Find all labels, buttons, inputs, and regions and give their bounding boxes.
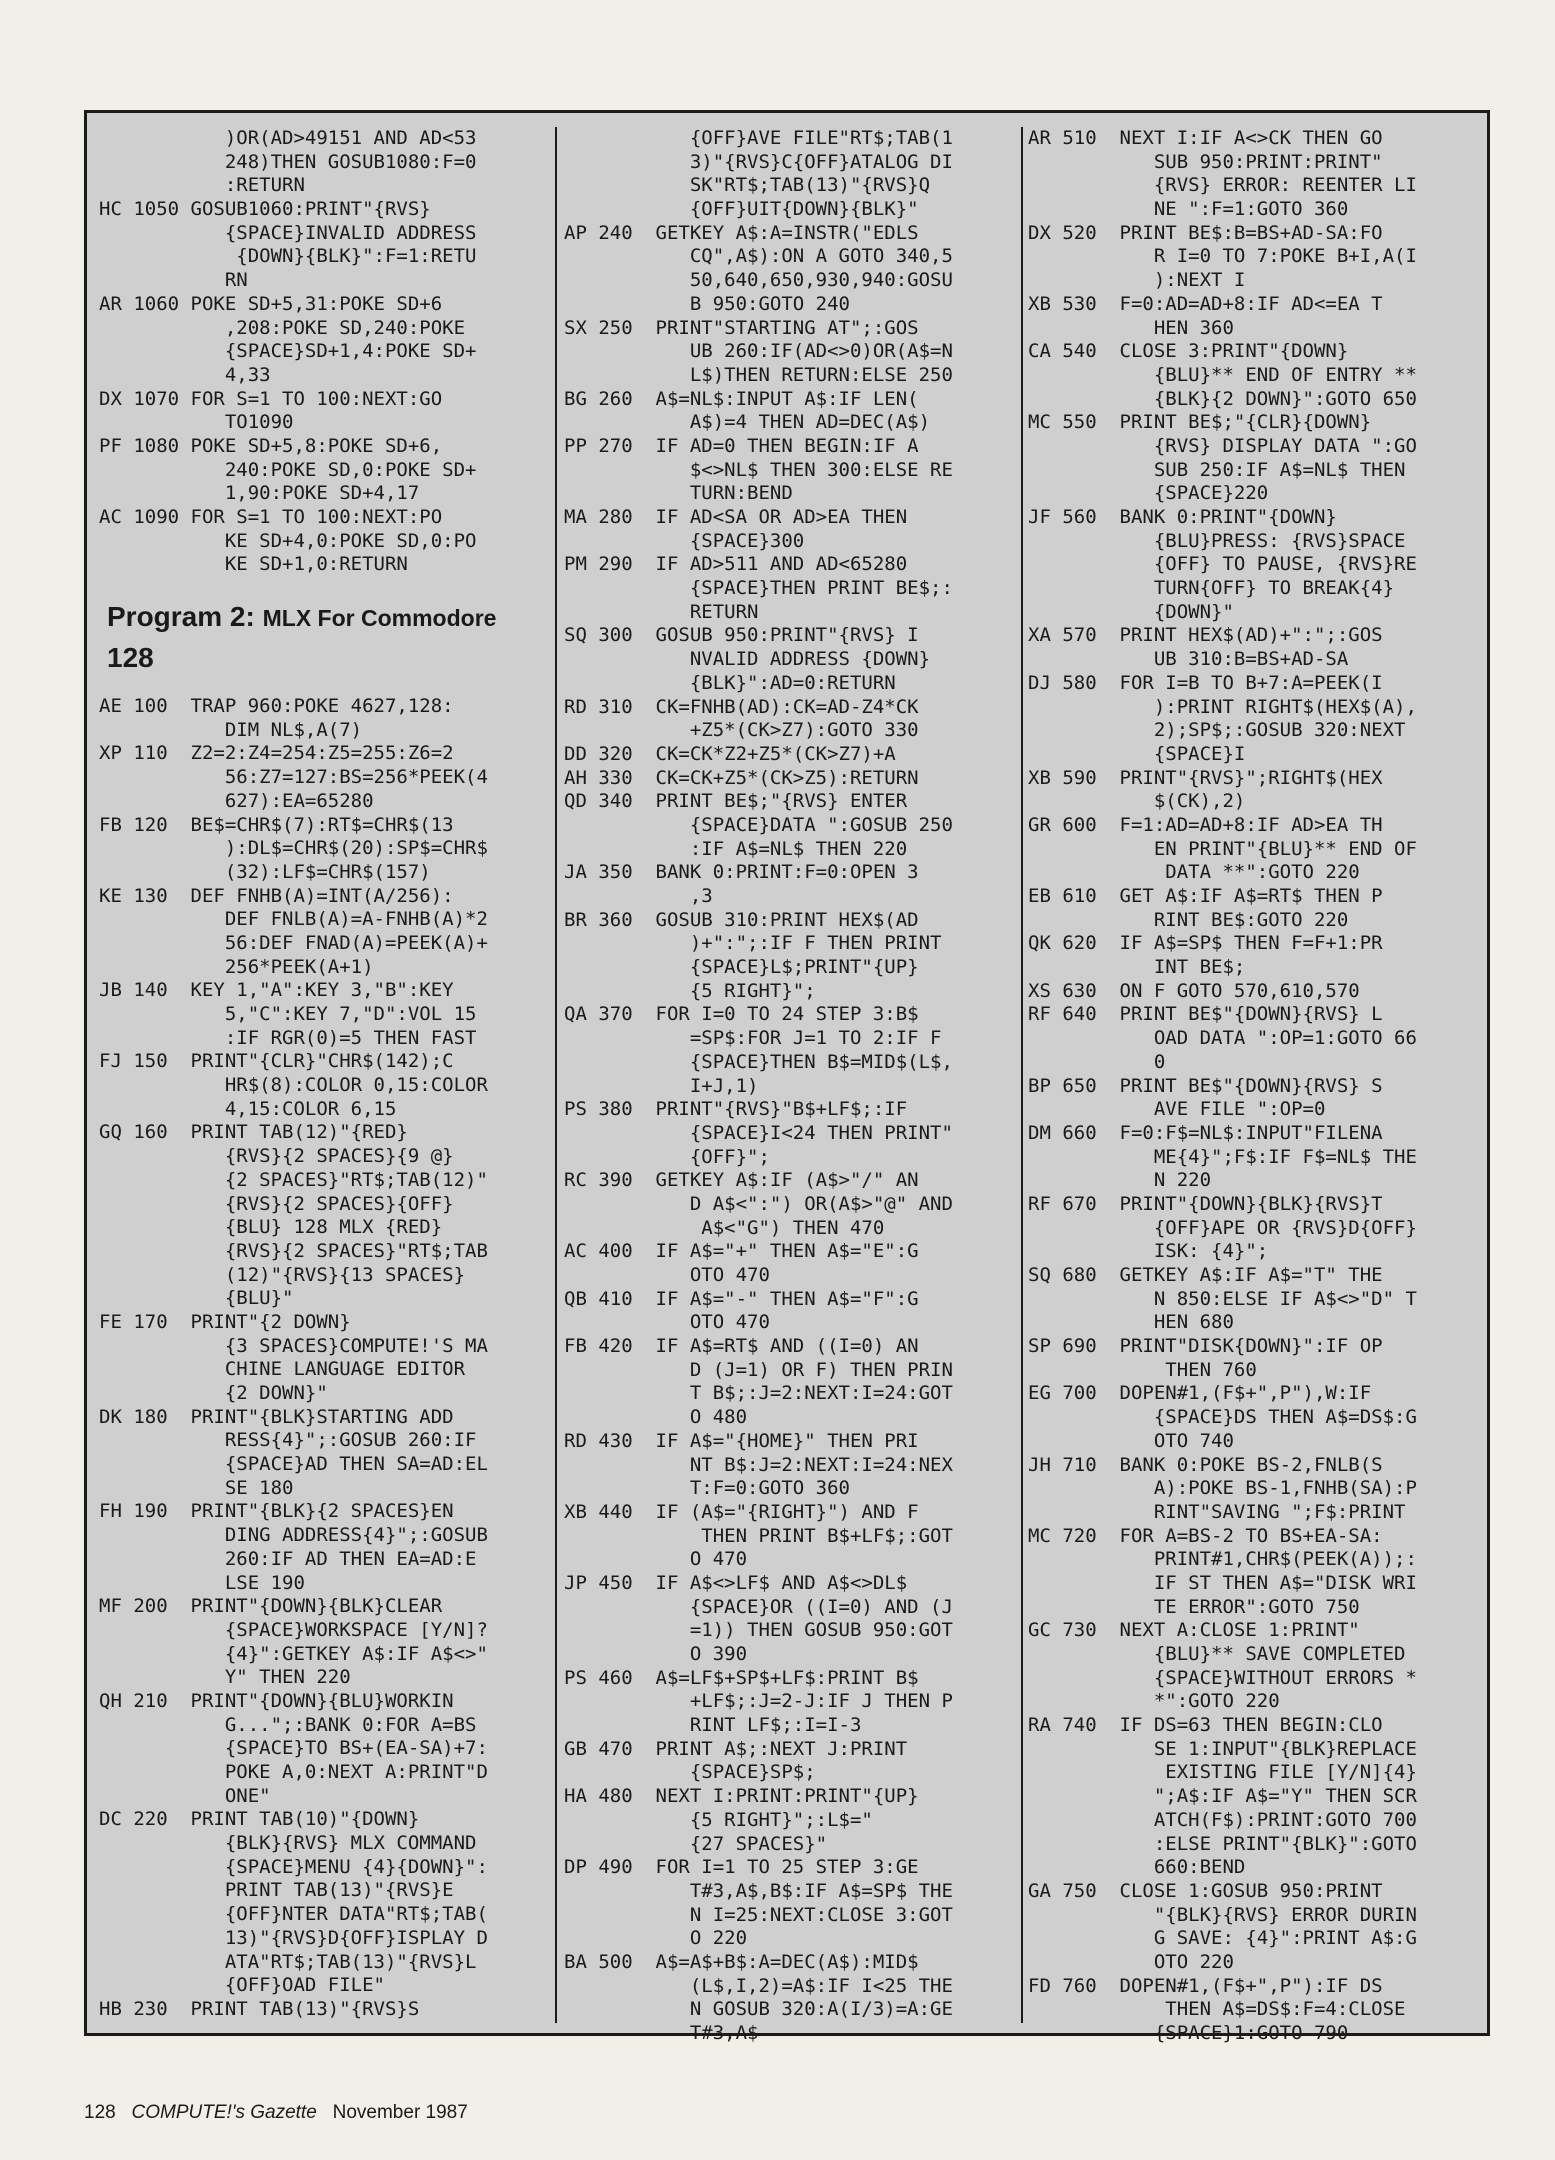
code-line: FE 170 PRINT"{2 DOWN} xyxy=(99,1310,351,1333)
code-line: DX 1070 FOR S=1 TO 100:NEXT:GO xyxy=(99,387,443,410)
code-line: {SPACE}OR ((I=0) AND (J xyxy=(564,1595,953,1618)
code-line: {SPACE}THEN PRINT BE$;: xyxy=(564,577,953,600)
code-line: Y" THEN 220 xyxy=(99,1666,351,1689)
program-1-tail xyxy=(99,127,552,577)
code-line: I+J,1) xyxy=(564,1074,759,1097)
code-line: {BLK}":AD=0:RETURN xyxy=(564,671,896,694)
code-line: {SPACE}WITHOUT ERRORS * xyxy=(1028,1666,1417,1689)
code-line: N 850:ELSE IF A$<>"D" T xyxy=(1028,1287,1417,1310)
code-line: 4,15:COLOR 6,15 xyxy=(99,1097,397,1120)
code-line: UB 310:B=BS+AD-SA xyxy=(1028,648,1349,671)
code-line: BA 500 A$=A$+B$:A=DEC(A$):MID$ xyxy=(564,1950,919,1973)
code-line: RC 390 GETKEY A$:IF (A$>"/" AN xyxy=(564,1169,919,1192)
code-line: {SPACE}SP$; xyxy=(564,1761,816,1784)
code-line: 0 xyxy=(1028,1050,1166,1073)
code-line: {SPACE}THEN B$=MID$(L$, xyxy=(564,1050,953,1073)
program-2-listing-part-1 xyxy=(99,695,552,2022)
code-line: {DOWN}" xyxy=(1028,600,1234,623)
code-line: EB 610 GET A$:IF A$=RT$ THEN P xyxy=(1028,885,1383,907)
code-line: {RVS}{2 SPACES}"RT$;TAB xyxy=(99,1239,488,1262)
code-line: RD 430 IF A$="{HOME}" THEN PRI xyxy=(564,1429,919,1452)
program-heading-line2: 128 xyxy=(107,642,154,674)
code-line: THEN PRINT B$+LF$;:GOT xyxy=(564,1524,953,1547)
code-line: {SPACE}I<24 THEN PRINT" xyxy=(564,1121,953,1144)
code-line: O 480 xyxy=(564,1406,748,1429)
code-line: {RVS} DISPLAY DATA ":GO xyxy=(1028,434,1417,457)
code-line: :ELSE PRINT"{BLK}":GOTO xyxy=(1028,1832,1417,1855)
code-line: {OFF}AVE FILE"RT$;TAB(1 xyxy=(564,127,953,149)
code-line: {SPACE}220 xyxy=(1028,482,1269,505)
code-line: POKE A,0:NEXT A:PRINT"D xyxy=(99,1761,488,1783)
code-line: DIM NL$,A(7) xyxy=(99,718,363,741)
code-line: TE ERROR":GOTO 750 xyxy=(1028,1595,1360,1618)
program-heading xyxy=(107,599,552,681)
code-line: KE SD+1,0:RETURN xyxy=(99,553,408,576)
code-line: {SPACE}L$;PRINT"{UP} xyxy=(564,956,919,979)
code-line: :IF A$=NL$ THEN 220 xyxy=(564,837,908,860)
code-line: PRINT#1,CHR$(PEEK(A));: xyxy=(1028,1548,1417,1571)
code-line: DJ 580 FOR I=B TO B+7:A=PEEK(I xyxy=(1028,671,1383,694)
code-line: OTO 470 xyxy=(564,1311,770,1334)
code-line: EXISTING FILE [Y/N]{4} xyxy=(1028,1761,1417,1784)
code-line: {BLU} 128 MLX {RED} xyxy=(99,1216,443,1239)
code-line: {BLU}" xyxy=(99,1287,294,1310)
code-line: RF 640 PRINT BE$"{DOWN}{RVS} L xyxy=(1028,1003,1383,1026)
code-line: $<>NL$ THEN 300:ELSE RE xyxy=(564,458,953,481)
code-line: AC 400 IF A$="+" THEN A$="E":G xyxy=(564,1240,919,1263)
code-line: {OFF}UIT{DOWN}{BLK}" xyxy=(564,198,919,221)
code-line: ):PRINT RIGHT$(HEX$(A), xyxy=(1028,695,1417,718)
code-line: 5,"C":KEY 7,"D":VOL 15 xyxy=(99,1003,477,1025)
code-line: {OFF} TO PAUSE, {RVS}RE xyxy=(1028,553,1417,576)
code-line: RN xyxy=(99,269,248,292)
code-line: {3 SPACES}COMPUTE!'S MA xyxy=(99,1334,488,1357)
code-line: DING ADDRESS{4}";:GOSUB xyxy=(99,1524,488,1547)
code-line: 627):EA=65280 xyxy=(99,789,374,812)
code-line: L$)THEN RETURN:ELSE 250 xyxy=(564,363,953,386)
code-line: GQ 160 PRINT TAB(12)"{RED} xyxy=(99,1121,408,1144)
code-line: XA 570 PRINT HEX$(AD)+":";:GOS xyxy=(1028,624,1383,647)
code-line: {RVS}{2 SPACES}{OFF} xyxy=(99,1192,454,1215)
code-line: FB 420 IF A$=RT$ AND ((I=0) AN xyxy=(564,1335,919,1358)
code-line: PF 1080 POKE SD+5,8:POKE SD+6, xyxy=(99,434,443,457)
code-line: $(CK),2) xyxy=(1028,790,1246,813)
code-line: {SPACE}1:GOTO 790 xyxy=(1028,2022,1349,2044)
code-line: {5 RIGHT}"; xyxy=(564,979,816,1002)
code-line: JA 350 BANK 0:PRINT:F=0:OPEN 3 xyxy=(564,861,919,884)
code-line: AR 1060 POKE SD+5,31:POKE SD+6 xyxy=(99,292,443,315)
code-line: HA 480 NEXT I:PRINT:PRINT"{UP} xyxy=(564,1785,919,1808)
code-line: {2 DOWN}" xyxy=(99,1382,328,1404)
code-line: JB 140 KEY 1,"A":KEY 3,"B":KEY xyxy=(99,979,454,1002)
code-line: ):DL$=CHR$(20):SP$=CHR$ xyxy=(99,837,488,860)
code-line: {OFF}NTER DATA"RT$;TAB( xyxy=(99,1903,488,1926)
program-heading-prefix: Program 2: xyxy=(107,601,263,633)
code-line: 50,640,650,930,940:GOSU xyxy=(564,269,953,292)
code-line: MF 200 PRINT"{DOWN}{BLK}CLEAR xyxy=(99,1595,443,1618)
code-line: KE SD+4,0:POKE SD,0:PO xyxy=(99,529,477,552)
code-line: RINT BE$:GOTO 220 xyxy=(1028,908,1349,931)
code-line: {SPACE}I xyxy=(1028,742,1246,765)
code-line: O 470 xyxy=(564,1548,748,1571)
code-line: (L$,I,2)=A$:IF I<25 THE xyxy=(564,1974,953,1997)
code-line: 248)THEN GOSUB1080:F=0 xyxy=(99,150,477,173)
column-2 xyxy=(564,127,1019,2044)
code-line: DEF FNLB(A)=A-FNHB(A)*2 xyxy=(99,908,488,931)
code-line: GA 750 CLOSE 1:GOSUB 950:PRINT xyxy=(1028,1879,1383,1902)
column-3 xyxy=(1028,127,1483,2044)
code-line: SE 180 xyxy=(99,1476,294,1499)
code-line: N GOSUB 320:A(I/3)=A:GE xyxy=(564,1998,953,2021)
code-line: AH 330 CK=CK+Z5*(CK>Z5):RETURN xyxy=(564,766,919,789)
code-line: CQ",A$):ON A GOTO 340,5 xyxy=(564,245,953,268)
code-line: FH 190 PRINT"{BLK}{2 SPACES}EN xyxy=(99,1500,454,1523)
code-line: SP 690 PRINT"DISK{DOWN}":IF OP xyxy=(1028,1335,1383,1358)
code-line: {SPACE}DATA ":GOSUB 250 xyxy=(564,813,953,836)
column-1 xyxy=(99,127,552,2025)
code-line: 56:Z7=127:BS=256*PEEK(4 xyxy=(99,766,488,789)
code-line: HB 230 PRINT TAB(13)"{RVS}S xyxy=(99,1997,420,2020)
code-line: DK 180 PRINT"{BLK}STARTING ADD xyxy=(99,1405,454,1428)
code-line: QD 340 PRINT BE$;"{RVS} ENTER xyxy=(564,790,908,813)
code-line: *":GOTO 220 xyxy=(1028,1690,1280,1713)
code-line: 240:POKE SD,0:POKE SD+ xyxy=(99,458,477,481)
code-line: ";A$:IF A$="Y" THEN SCR xyxy=(1028,1785,1417,1808)
code-line: PS 460 A$=LF$+SP$+LF$:PRINT B$ xyxy=(564,1666,919,1689)
code-line: RINT"SAVING ";F$:PRINT xyxy=(1028,1500,1406,1523)
code-line: JH 710 BANK 0:POKE BS-2,FNLB(S xyxy=(1028,1453,1383,1476)
code-line: ONE" xyxy=(99,1784,271,1807)
code-line: SUB 950:PRINT:PRINT" xyxy=(1028,150,1383,173)
code-line: HR$(8):COLOR 0,15:COLOR xyxy=(99,1074,488,1097)
code-line: AVE FILE ":OP=0 xyxy=(1028,1098,1326,1121)
code-line: N I=25:NEXT:CLOSE 3:GOT xyxy=(564,1903,953,1926)
code-line: D A$<":") OR(A$>"@" AND xyxy=(564,1192,953,1215)
code-line: ,208:POKE SD,240:POKE xyxy=(99,316,466,339)
code-line: {BLK}{RVS} MLX COMMAND xyxy=(99,1832,477,1855)
code-line: A$<"G") THEN 470 xyxy=(564,1216,885,1239)
code-line: {SPACE}DS THEN A$=DS$:G xyxy=(1028,1406,1417,1429)
code-line: {RVS}{2 SPACES}{9 @} xyxy=(99,1145,454,1168)
code-line: OAD DATA ":OP=1:GOTO 66 xyxy=(1028,1027,1417,1050)
publication-name: COMPUTE!'s Gazette xyxy=(131,2102,317,2123)
code-line: {BLU}** SAVE COMPLETED xyxy=(1028,1643,1406,1665)
code-line: LSE 190 xyxy=(99,1571,305,1594)
code-line: QB 410 IF A$="-" THEN A$="F":G xyxy=(564,1287,919,1310)
code-line: +Z5*(CK>Z7):GOTO 330 xyxy=(564,719,919,742)
issue-date: November 1987 xyxy=(332,2102,468,2123)
code-line: MA 280 IF AD<SA OR AD>EA THEN xyxy=(564,506,908,528)
code-line: G SAVE: {4}":PRINT A$:G xyxy=(1028,1927,1417,1950)
code-line: DD 320 CK=CK*Z2+Z5*(CK>Z7)+A xyxy=(564,742,896,765)
code-line: T:F=0:GOTO 360 xyxy=(564,1477,850,1500)
page-number: 128 xyxy=(84,2102,116,2123)
code-line: THEN 760 xyxy=(1028,1358,1257,1381)
code-line: INT BE$; xyxy=(1028,956,1246,979)
code-line: TURN{OFF} TO BREAK{4} xyxy=(1028,577,1395,600)
code-line: 1,90:POKE SD+4,17 xyxy=(99,482,420,505)
code-line: {SPACE}300 xyxy=(564,529,805,552)
code-line: {SPACE}TO BS+(EA-SA)+7: xyxy=(99,1737,488,1760)
code-line: G...";:BANK 0:FOR A=BS xyxy=(99,1713,477,1736)
code-line: AP 240 GETKEY A$:A=INSTR("EDLS xyxy=(564,221,919,244)
code-line: =1)) THEN GOSUB 950:GOT xyxy=(564,1619,953,1642)
code-line: 4,33 xyxy=(99,363,271,386)
code-line: RF 670 PRINT"{DOWN}{BLK}{RVS}T xyxy=(1028,1192,1383,1215)
code-line: FD 760 DOPEN#1,(F$+",P"):IF DS xyxy=(1028,1974,1383,1997)
page-footer xyxy=(84,2102,468,2124)
code-line: O 390 xyxy=(564,1643,748,1665)
code-line: A$)=4 THEN AD=DEC(A$) xyxy=(564,411,931,434)
column-rule xyxy=(1021,127,1023,2023)
code-line: :IF RGR(0)=5 THEN FAST xyxy=(99,1026,477,1049)
code-line: {RVS} ERROR: REENTER LI xyxy=(1028,174,1417,197)
code-line: T#3,A$ xyxy=(564,2022,759,2044)
code-line: FJ 150 PRINT"{CLR}"CHR$(142);C xyxy=(99,1050,454,1073)
code-line: (12)"{RVS}{13 SPACES} xyxy=(99,1263,466,1286)
code-line: PS 380 PRINT"{RVS}"B$+LF$;:IF xyxy=(564,1098,908,1121)
code-line: QA 370 FOR I=0 TO 24 STEP 3:B$ xyxy=(564,1003,919,1026)
code-line: TURN:BEND xyxy=(564,482,793,505)
code-line: {SPACE}AD THEN SA=AD:EL xyxy=(99,1453,488,1476)
code-line: B 950:GOTO 240 xyxy=(564,292,850,315)
code-line: HC 1050 GOSUB1060:PRINT"{RVS} xyxy=(99,198,431,221)
code-line: XB 590 PRINT"{RVS}";RIGHT$(HEX xyxy=(1028,766,1383,789)
code-line: )OR(AD>49151 AND AD<53 xyxy=(99,127,477,149)
code-line: N 220 xyxy=(1028,1169,1212,1192)
code-line: SUB 250:IF A$=NL$ THEN xyxy=(1028,458,1406,481)
code-line: THEN A$=DS$:F=4:CLOSE xyxy=(1028,1998,1406,2021)
code-line: SQ 300 GOSUB 950:PRINT"{RVS} I xyxy=(564,624,919,647)
code-line: O 220 xyxy=(564,1927,748,1950)
code-line: =SP$:FOR J=1 TO 2:IF F xyxy=(564,1027,942,1050)
code-line: R I=0 TO 7:POKE B+I,A(I xyxy=(1028,245,1417,268)
code-line: MC 550 PRINT BE$;"{CLR}{DOWN} xyxy=(1028,411,1372,434)
code-line: JF 560 BANK 0:PRINT"{DOWN} xyxy=(1028,506,1337,528)
code-line: ,3 xyxy=(564,885,713,907)
code-line: T#3,A$,B$:IF A$=SP$ THE xyxy=(564,1879,953,1902)
code-line: FB 120 BE$=CHR$(7):RT$=CHR$(13 xyxy=(99,813,454,836)
code-line: {BLU}** END OF ENTRY ** xyxy=(1028,363,1417,386)
listing-frame xyxy=(84,110,1490,2044)
code-line: {5 RIGHT}";:L$=" xyxy=(564,1808,873,1831)
code-line: XS 630 ON F GOTO 570,610,570 xyxy=(1028,979,1360,1002)
code-line: ME{4}";F$:IF F$=NL$ THE xyxy=(1028,1145,1417,1168)
code-line: {SPACE}WORKSPACE [Y/N]? xyxy=(99,1618,488,1641)
code-line: AC 1090 FOR S=1 TO 100:NEXT:PO xyxy=(99,506,443,528)
code-line: CHINE LANGUAGE EDITOR xyxy=(99,1358,466,1381)
code-line: SQ 680 GETKEY A$:IF A$="T" THE xyxy=(1028,1264,1383,1286)
code-line: DP 490 FOR I=1 TO 25 STEP 3:GE xyxy=(564,1856,919,1879)
code-line: GB 470 PRINT A$;:NEXT J:PRINT xyxy=(564,1737,908,1760)
code-line: HEN 680 xyxy=(1028,1311,1234,1334)
code-line: 13)"{RVS}D{OFF}ISPLAY D xyxy=(99,1926,488,1949)
code-line: RINT LF$;:I=I-3 xyxy=(564,1714,862,1737)
code-line: OTO 470 xyxy=(564,1264,770,1286)
code-line: 3)"{RVS}C{OFF}ATALOG DI xyxy=(564,150,953,173)
code-line: XB 440 IF (A$="{RIGHT}") AND F xyxy=(564,1500,919,1523)
code-line: D (J=1) OR F) THEN PRIN xyxy=(564,1358,953,1381)
code-line: BR 360 GOSUB 310:PRINT HEX$(AD xyxy=(564,908,919,931)
code-line: SE 1:INPUT"{BLK}REPLACE xyxy=(1028,1737,1417,1760)
code-line: {SPACE}INVALID ADDRESS xyxy=(99,221,477,244)
code-line: BP 650 PRINT BE$"{DOWN}{RVS} S xyxy=(1028,1074,1383,1097)
code-line: NT B$:J=2:NEXT:I=24:NEX xyxy=(564,1453,953,1476)
code-line: )+":";:IF F THEN PRINT xyxy=(564,932,942,955)
program-2-listing-part-2 xyxy=(564,127,1019,2046)
code-line: 660:BEND xyxy=(1028,1856,1246,1879)
code-line: (32):LF$=CHR$(157) xyxy=(99,860,431,883)
code-line: {SPACE}SD+1,4:POKE SD+ xyxy=(99,340,477,363)
code-line: ATCH(F$):PRINT:GOTO 700 xyxy=(1028,1808,1417,1831)
code-line: +LF$;:J=2-J:IF J THEN P xyxy=(564,1690,953,1713)
code-line: {27 SPACES}" xyxy=(564,1832,828,1855)
program-heading-title: MLX For Commodore xyxy=(262,605,497,632)
code-line: SX 250 PRINT"STARTING AT";:GOS xyxy=(564,316,919,339)
code-line: T B$;:J=2:NEXT:I=24:GOT xyxy=(564,1382,953,1405)
program-2-listing-part-3 xyxy=(1028,127,1483,2046)
column-rule xyxy=(555,127,557,2023)
code-line: PM 290 IF AD>511 AND AD<65280 xyxy=(564,553,908,576)
code-line: TO1090 xyxy=(99,411,294,434)
code-line: {DOWN}{BLK}":F=1:RETU xyxy=(99,245,477,268)
code-line: UB 260:IF(AD<>0)OR(A$=N xyxy=(564,340,953,363)
code-line: :RETURN xyxy=(99,174,305,197)
code-line: OTO 740 xyxy=(1028,1429,1234,1452)
code-line: MC 720 FOR A=BS-2 TO BS+EA-SA: xyxy=(1028,1524,1383,1547)
code-line: DM 660 F=0:F$=NL$:INPUT"FILENA xyxy=(1028,1121,1383,1144)
code-line: XB 530 F=0:AD=AD+8:IF AD<=EA T xyxy=(1028,292,1383,315)
code-line: IF ST THEN A$="DISK WRI xyxy=(1028,1571,1417,1594)
code-line: "{BLK}{RVS} ERROR DURIN xyxy=(1028,1903,1417,1926)
code-line: ATA"RT$;TAB(13)"{RVS}L xyxy=(99,1950,477,1973)
code-line: AR 510 NEXT I:IF A<>CK THEN GO xyxy=(1028,127,1383,149)
code-line: DC 220 PRINT TAB(10)"{DOWN} xyxy=(99,1808,420,1831)
code-line: ):NEXT I xyxy=(1028,269,1246,292)
code-line: DATA **":GOTO 220 xyxy=(1028,861,1360,884)
code-line: {SPACE}MENU {4}{DOWN}": xyxy=(99,1855,488,1878)
code-line: 256*PEEK(A+1) xyxy=(99,955,374,978)
code-line: {OFF}"; xyxy=(564,1145,770,1168)
code-line: CA 540 CLOSE 3:PRINT"{DOWN} xyxy=(1028,340,1349,363)
code-line: QH 210 PRINT"{DOWN}{BLU}WORKIN xyxy=(99,1689,454,1712)
code-line: {OFF}OAD FILE" xyxy=(99,1974,385,1997)
code-line: PRINT TAB(13)"{RVS}E xyxy=(99,1879,454,1902)
code-line: XP 110 Z2=2:Z4=254:Z5=255:Z6=2 xyxy=(99,742,454,765)
code-line: RD 310 CK=FNHB(AD):CK=AD-Z4*CK xyxy=(564,695,919,718)
code-line: QK 620 IF A$=SP$ THEN F=F+1:PR xyxy=(1028,932,1383,955)
code-line: {BLU}PRESS: {RVS}SPACE xyxy=(1028,529,1406,552)
code-line: 260:IF AD THEN EA=AD:E xyxy=(99,1547,477,1570)
code-line: 56:DEF FNAD(A)=PEEK(A)+ xyxy=(99,931,488,954)
code-line: NE ":F=1:GOTO 360 xyxy=(1028,198,1349,221)
code-line: {4}":GETKEY A$:IF A$<>" xyxy=(99,1642,488,1665)
code-line: HEN 360 xyxy=(1028,316,1234,339)
code-line: GR 600 F=1:AD=AD+8:IF AD>EA TH xyxy=(1028,813,1383,836)
code-line: PP 270 IF AD=0 THEN BEGIN:IF A xyxy=(564,434,919,457)
code-line: RETURN xyxy=(564,600,759,623)
code-line: SK"RT$;TAB(13)"{RVS}Q xyxy=(564,174,931,197)
code-line: ISK: {4}"; xyxy=(1028,1240,1269,1263)
code-line: RA 740 IF DS=63 THEN BEGIN:CLO xyxy=(1028,1714,1383,1737)
code-line: 2);SP$;:GOSUB 320:NEXT xyxy=(1028,719,1406,742)
code-line: A):POKE BS-1,FNHB(SA):P xyxy=(1028,1477,1417,1500)
code-line: EG 700 DOPEN#1,(F$+",P"),W:IF xyxy=(1028,1382,1372,1405)
code-line: DX 520 PRINT BE$:B=BS+AD-SA:FO xyxy=(1028,221,1383,244)
code-line: BG 260 A$=NL$:INPUT A$:IF LEN( xyxy=(564,387,919,410)
code-line: OTO 220 xyxy=(1028,1950,1234,1973)
code-line: {BLK}{2 DOWN}":GOTO 650 xyxy=(1028,387,1417,410)
code-line: {2 SPACES}"RT$;TAB(12)" xyxy=(99,1168,488,1191)
code-line: RESS{4}";:GOSUB 260:IF xyxy=(99,1429,477,1452)
code-line: EN PRINT"{BLU}** END OF xyxy=(1028,837,1417,860)
code-line: NVALID ADDRESS {DOWN} xyxy=(564,648,931,671)
code-line: {OFF}APE OR {RVS}D{OFF} xyxy=(1028,1216,1417,1239)
code-line: KE 130 DEF FNHB(A)=INT(A/256): xyxy=(99,884,454,907)
code-line: JP 450 IF A$<>LF$ AND A$<>DL$ xyxy=(564,1571,908,1594)
code-line: GC 730 NEXT A:CLOSE 1:PRINT" xyxy=(1028,1619,1360,1642)
code-line: AE 100 TRAP 960:POKE 4627,128: xyxy=(99,695,454,718)
